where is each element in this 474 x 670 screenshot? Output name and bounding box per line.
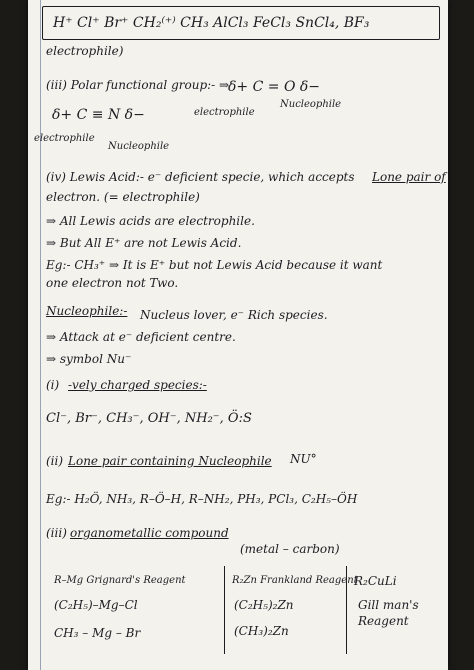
heading-lone-pair-nucleophile: Lone pair containing Nucleophile [68, 454, 272, 468]
point-ii: (ii) [46, 454, 64, 468]
note-ch3-example: Eg:- CH₃⁺ ⇒ It is E⁺ but not Lewis Acid because it want [46, 258, 383, 272]
nitrile-structure: δ+ C ≡ N δ− [52, 107, 145, 123]
note-lone-pair-examples: Eg:- H₂Ö, NH₃, R–Ö–H, R–NH₂, PH₃, PCl₃, C₂H₅–ÖH [46, 492, 358, 506]
note-metal-carbon: (metal – carbon) [240, 542, 340, 556]
note-nu-symbol: NU° [290, 452, 317, 466]
electrophile-examples-box [42, 6, 440, 40]
note-one-electron: one electron not Two. [46, 276, 179, 290]
heading-organometallic: organometallic compound [70, 526, 229, 540]
note-electrophile-close: electrophile) [46, 44, 124, 58]
note-lone-pair-underlined: Lone pair of [372, 170, 446, 184]
frankland-example-2: (CH₃)₂Zn [234, 624, 289, 638]
grignard-example-1: (C₂H₅)–Mg–Cl [54, 598, 138, 612]
note-symbol-nu: ⇒ symbol Nu⁻ [46, 352, 132, 366]
note-lewis-acid-definition: (iv) Lewis Acid:- e⁻ deficient specie, which accepts [46, 170, 355, 184]
gilman-reagent-label: Reagent [358, 614, 409, 628]
note-all-lewis-acids: ⇒ All Lewis acids are electrophile. [46, 214, 255, 228]
frankland-reagent: R₂Zn Frankland Reagent [232, 575, 358, 586]
nitrile-electrophile-label: electrophile [34, 133, 95, 144]
gilman-formula: R₂CuLi [354, 574, 397, 588]
carbonyl-electrophile-label: electrophile [194, 107, 255, 118]
note-anion-examples: Cl⁻, Br⁻, CH₃⁻, OH⁻, NH₂⁻, Ö:S [46, 411, 252, 426]
note-attack-centre: ⇒ Attack at e⁻ deficient centre. [46, 330, 236, 344]
point-iii: (iii) [46, 526, 67, 540]
grignard-reagent: R–Mg Grignard's Reagent [54, 575, 186, 586]
note-nucleus-lover: Nucleus lover, e⁻ Rich species. [140, 308, 328, 322]
grignard-example-2: CH₃ – Mg – Br [54, 626, 141, 640]
margin-line [40, 0, 41, 670]
electrophile-examples: H⁺ Cl⁺ Br⁺ CH₂⁽⁺⁾ CH₃ AlCl₃ FeCl₃ SnCl₄, BF₃ [53, 15, 370, 31]
carbonyl-nucleophile-label: Nucleophile [280, 99, 342, 110]
nitrile-nucleophile-label: Nucleophile [108, 141, 170, 152]
note-polar-functional-group: (iii) Polar functional group:- ⇒ [46, 78, 230, 92]
note-not-all-e-plus: ⇒ But All E⁺ are not Lewis Acid. [46, 236, 242, 250]
carbonyl-structure: δ+ C = O δ− [228, 79, 321, 95]
table-divider-1 [224, 566, 225, 654]
note-electron-electrophile: electron. (= electrophile) [46, 190, 200, 204]
frankland-example-1: (C₂H₅)₂Zn [234, 598, 294, 612]
gilman-name: Gill man's [358, 598, 419, 612]
heading-nucleophile: Nucleophile:- [46, 304, 128, 318]
notebook-page [28, 0, 448, 670]
point-i: (i) [46, 378, 60, 392]
heading-negatively-charged: -vely charged species:- [68, 378, 207, 392]
